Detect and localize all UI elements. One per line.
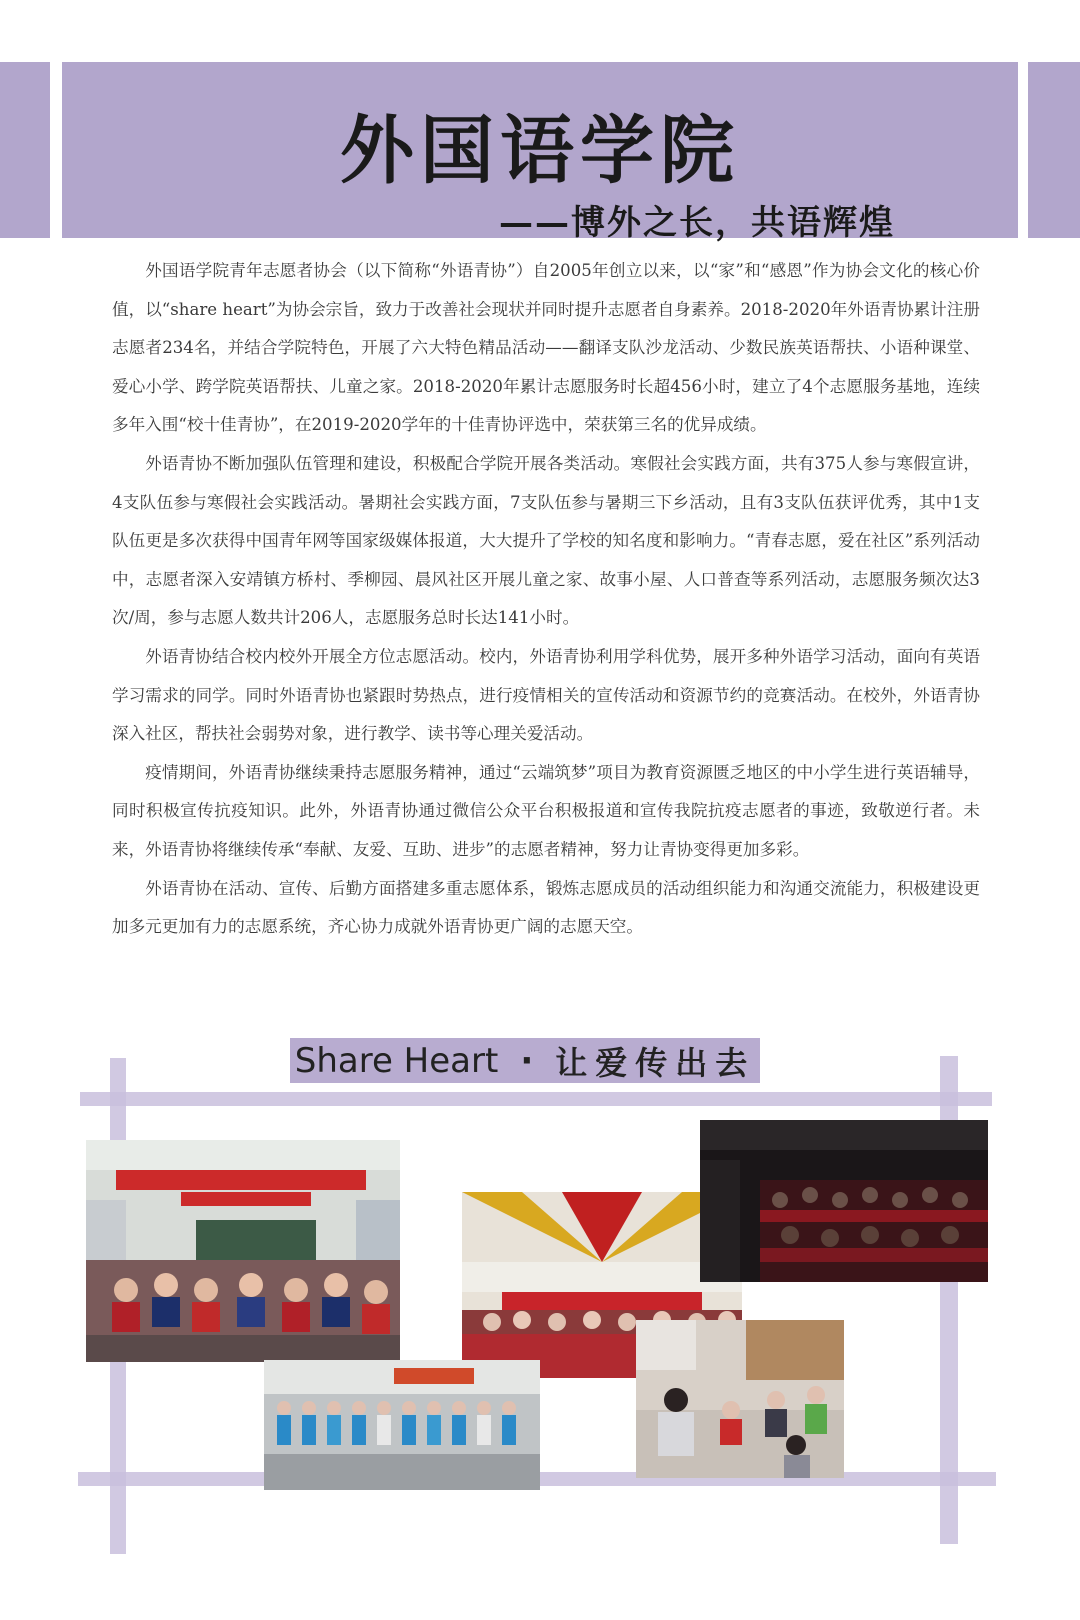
banner-separator: ·	[520, 1040, 534, 1081]
page-subtitle: ——博外之长，共语辉煌	[499, 203, 895, 243]
photo-theater	[700, 1120, 988, 1282]
paragraph-3: 外语青协结合校内校外开展全方位志愿活动。校内，外语青协利用学科优势，展开多种外语学习活动，面向有英语学习需求的同学。同时外语青协也紧跟时势热点，进行疫情相关的宣传活动和资源节约的竞赛活动。在校外，外语青协深入社区，帮扶社会弱势对象，进行教学、读书等心理关爱活动。	[112, 646, 980, 744]
paragraph-1: 外国语学院青年志愿者协会（以下简称“外语青协”）自2005年创立以来，以“家”和“感恩”作为协会文化的核心价值，以“share heart”为协会宗旨，致力于改善社会现状并同时提升志愿者自身素养。2018-2020年外语青协累计注册志愿者234名，并结合学院特色，开展了六大特色精品活动——翻译支队沙龙活动、少数民族英语帮扶、小语种课堂、爱心小学、跨学院英语帮扶、儿童之家。2018-2020年累计志愿服务时长超456小时，建立了4个志愿服务基地，连续多年入围“校十佳青协”，在2019-2020学年的十佳青协评选中，荣获第三名的优异成绩。	[112, 261, 980, 435]
header-band-right	[1028, 62, 1080, 238]
frame-bar-top	[80, 1092, 992, 1106]
banner-chinese: 让爱传出去	[555, 1043, 756, 1082]
photo-classroom	[86, 1140, 400, 1362]
header-band-left	[0, 62, 50, 238]
photo-group	[264, 1360, 540, 1490]
paragraph-4: 疫情期间，外语青协继续秉持志愿服务精神，通过“云端筑梦”项目为教育资源匮乏地区的中小学生进行英语辅导，同时积极宣传抗疫知识。此外，外语青协通过微信公众平台积极报道和宣传我院抗疫志愿者的事迹，致敬逆行者。未来，外语青协将继续传承“奉献、友爱、互助、进步”的志愿者精神，努力让青协变得更加多彩。	[112, 762, 980, 859]
banner-english: Share Heart	[294, 1040, 499, 1081]
paragraph-2: 外语青协不断加强队伍管理和建设，积极配合学院开展各类活动。寒假社会实践方面，共有375人参与寒假宣讲，4支队伍参与寒假社会实践活动。暑期社会实践方面，7支队伍参与暑期三下乡活动，且有3支队伍获评优秀，其中1支队伍更是多次获得中国青年网等国家级媒体报道，大大提升了学校的知名度和影响力。“青春志愿，爱在社区”系列活动中，志愿者深入安靖镇方桥村、季柳园、晨风社区开展儿童之家、故事小屋、人口普查等系列活动，志愿服务频次达3次/周，参与志愿人数共计206人，志愿服务总时长达141小时。	[112, 453, 980, 628]
page-title: 外国语学院	[340, 108, 740, 194]
photo-children-activity	[636, 1320, 844, 1478]
article-body	[112, 252, 980, 947]
share-heart-banner	[290, 1038, 760, 1083]
paragraph-5: 外语青协在活动、宣传、后勤方面搭建多重志愿体系，锻炼志愿成员的活动组织能力和沟通交流能力，积极建设更加多元更加有力的志愿系统，齐心协力成就外语青协更广阔的志愿天空。	[112, 878, 980, 937]
